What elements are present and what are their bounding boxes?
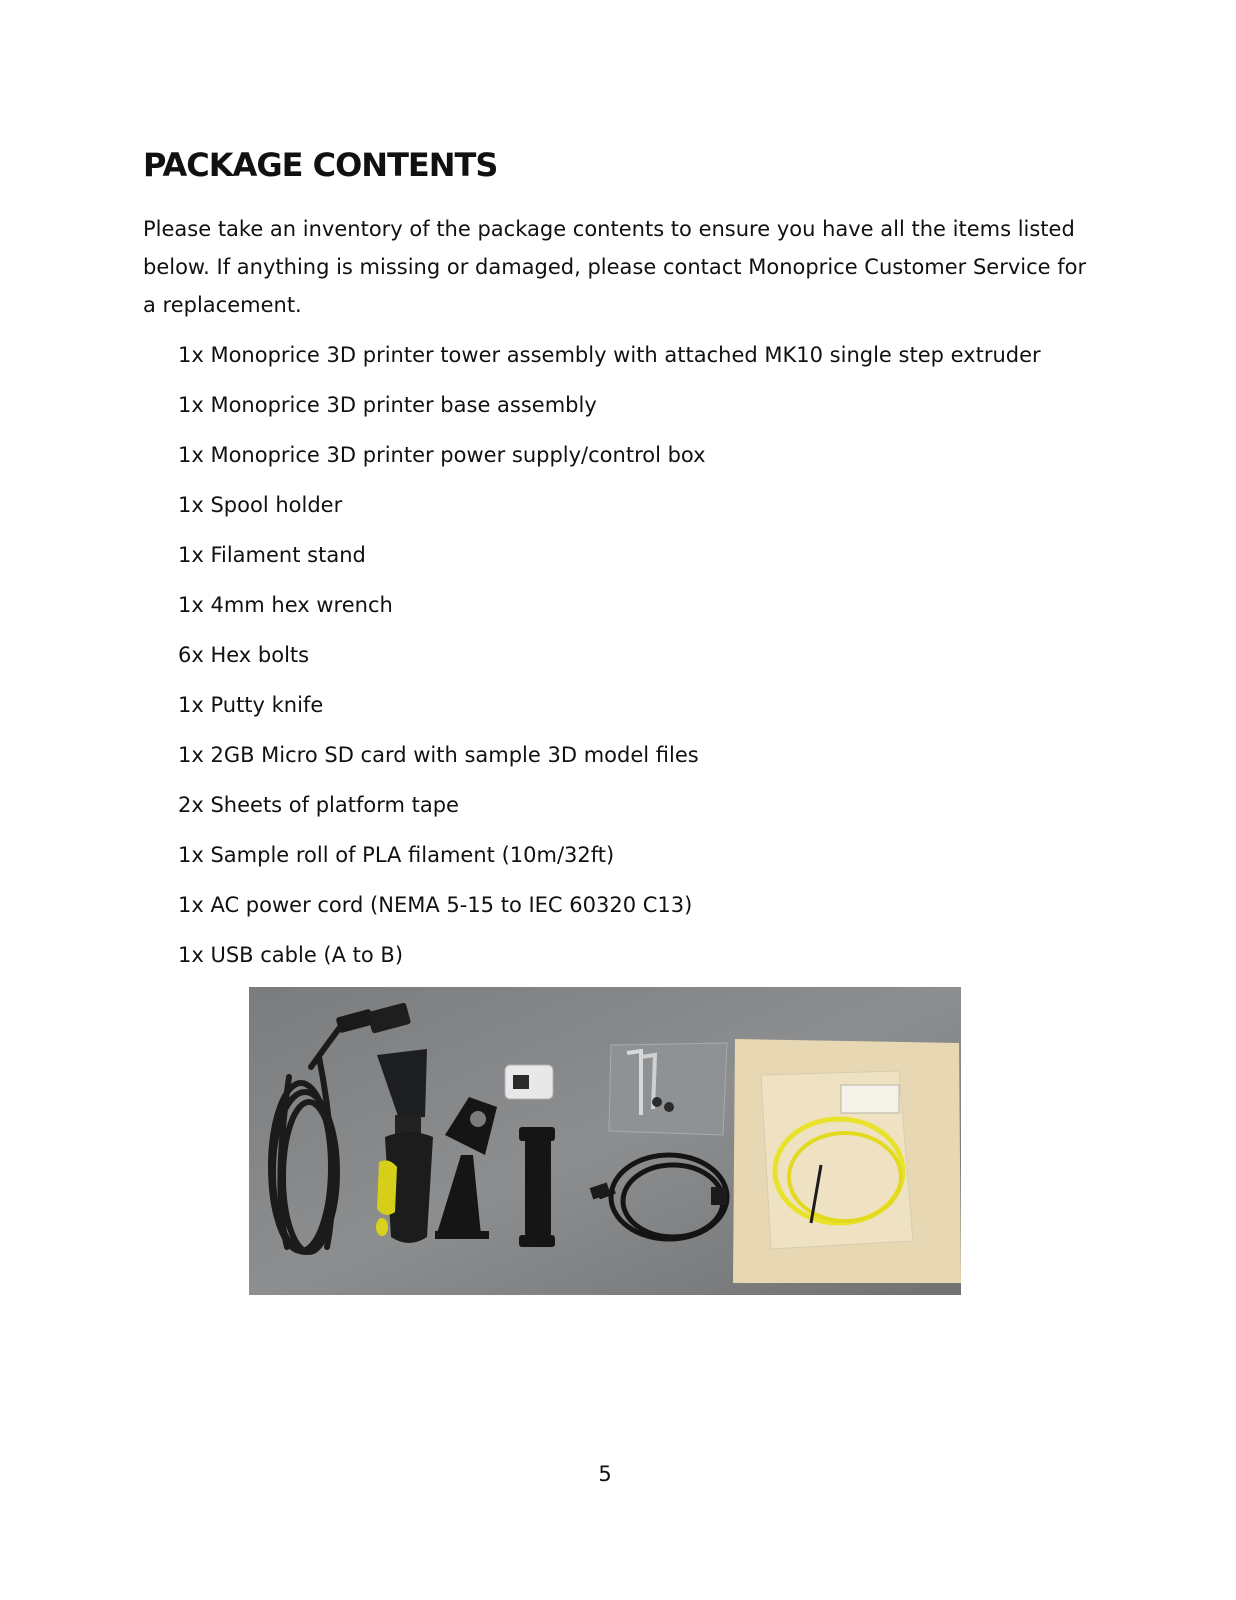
sd-card bbox=[505, 1065, 553, 1099]
list-item: 1x Spool holder bbox=[178, 493, 343, 517]
list-item: 1x 2GB Micro SD card with sample 3D model files bbox=[178, 743, 699, 767]
list-item: 1x Monoprice 3D printer power supply/control box bbox=[178, 443, 706, 467]
package-contents-photo bbox=[249, 987, 961, 1295]
list-item: 2x Sheets of platform tape bbox=[178, 793, 459, 817]
list-item: 1x Monoprice 3D printer base assembly bbox=[178, 393, 597, 417]
hex-wrench-bag bbox=[609, 1043, 727, 1135]
page-title: PACKAGE CONTENTS bbox=[143, 146, 498, 184]
platform-tape-and-filament bbox=[733, 1039, 961, 1283]
package-contents-list bbox=[178, 336, 1041, 986]
list-item: 1x AC power cord (NEMA 5-15 to IEC 60320 C13) bbox=[178, 893, 693, 917]
intro-paragraph: Please take an inventory of the package contents to ensure you have all the items listed below. If anything is missing or damaged, please contact Monoprice Customer Service for a replacement. bbox=[143, 217, 1087, 317]
list-item: 1x Sample roll of PLA filament (10m/32ft) bbox=[178, 843, 615, 867]
list-item: 1x 4mm hex wrench bbox=[178, 593, 393, 617]
list-item: 1x Monoprice 3D printer tower assembly with attached MK10 single step extruder bbox=[178, 343, 1041, 367]
list-item: 1x Filament stand bbox=[178, 543, 366, 567]
list-item: 1x USB cable (A to B) bbox=[178, 943, 404, 967]
list-item: 1x Putty knife bbox=[178, 693, 324, 717]
page-number: 5 bbox=[598, 1462, 612, 1486]
list-item: 6x Hex bolts bbox=[178, 643, 310, 667]
